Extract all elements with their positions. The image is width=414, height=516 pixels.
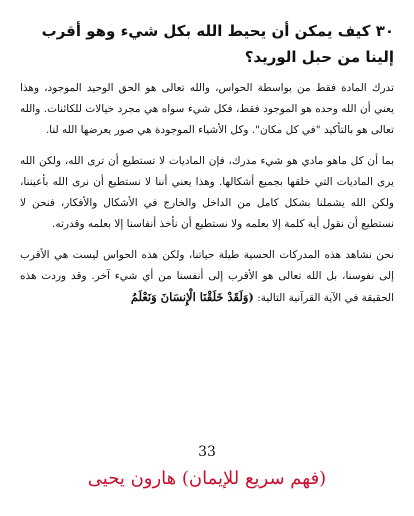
quran-verse: (وَلَقَدْ خَلَقْنَا الْإِنسَانَ وَنَعْلَمُ	[130, 290, 254, 304]
body-paragraph-3	[20, 245, 394, 309]
body-paragraph-1: تدرك المادة فقط من بواسطة الحواس، والله تعالى هو الحق الوحيد الموجود، وهذا يعني أن الله وحده هو الموجود فقط، فكل شيء سواه هي مجرد خيالات للكائنات. والله تعالى هو بالتأكيد "في كل مكان". وكل الأشياء الموجودة هي صور يعرضها الله لنا.	[20, 82, 394, 136]
page-number: 33	[198, 444, 216, 460]
book-footer: (فهم سريع للإيمان) هارون يحيى	[87, 468, 327, 489]
body-paragraph-2: بما أن كل ماهو مادي هو شيء مدرك، فإن الماديات لا تستطيع أن ترى الله، ولكن الله يرى الماديات التي خلقها بجميع أشكالها. وهذا يعني أننا لا نستطيع أن نرى الله بأعيننا، ولكن الله يشملنا بشكل كامل من الداخل والخارج في الأشكال والأفكار، فنحن لا نستطيع أن نقول أية كلمة إلا بعلمه ولا نستطيع أن نأخذ أنفاسنا إلا بعلمه وقدرته.	[20, 155, 394, 230]
section-heading: ٣٠ كيف يمكن أن يحيط الله بكل شيء وهو أقرب إلينا من حبل الوريد؟	[41, 22, 394, 66]
body-paragraph-3-text: نحن نشاهد هذه المدركات الحسية طيلة حياتنا، ولكن هذه الحواس ليست هي الأقرب إلى نفوسنا، بل الله تعالى هو الأقرب إلى أنفسنا من أي شيء آخر. وقد وردت هذه الحقيقة في الآية القرآنية التالية:	[20, 249, 394, 304]
